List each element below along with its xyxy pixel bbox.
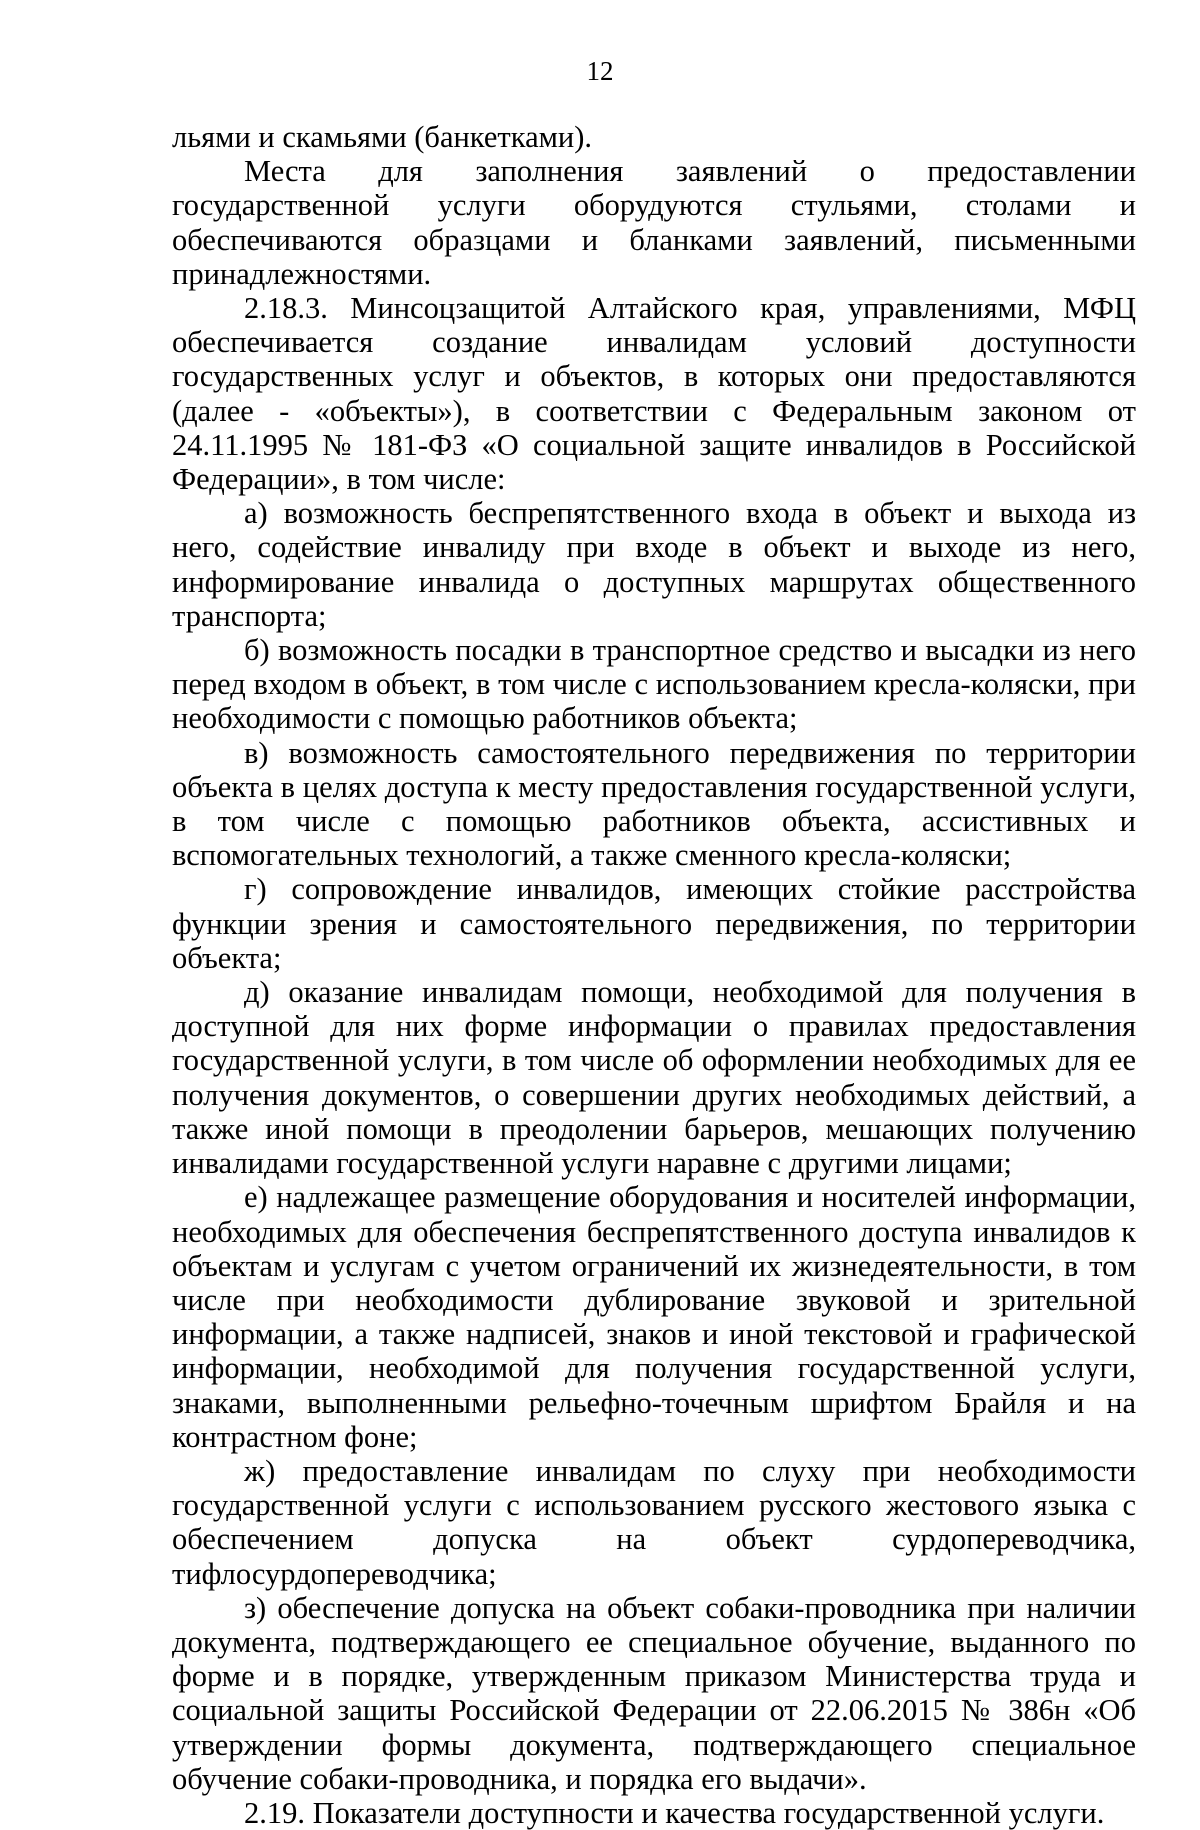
list-item-d: д) оказание инвалидам помощи, необходимой для получения в доступной для них форме информации о правилах предоставления государственной услуги, в том числе об оформлении необходимых для ее получения документов, о совершении других необходимых действий, а также иной помощи в преодолении барьеров, мешающих получению инвалидами государственной услуги наравне с другими лицами; xyxy=(172,975,1136,1181)
paragraph-2-18-3: 2.18.3. Минсоцзащитой Алтайского края, управлениями, МФЦ обеспечивается создание инвалидам условий доступности государственных услуг и объектов, в которых они предоставляются (далее - «объекты»), в соответствии с Федеральным законом от 24.11.1995 № 181-ФЗ «О социальной защите инвалидов в Российской Федерации», в том числе: xyxy=(172,291,1136,497)
list-item-e: е) надлежащее размещение оборудования и носителей информации, необходимых для обеспечения беспрепятственного доступа инвалидов к объектам и услугам с учетом ограничений их жизнедеятельности, в том числе при необходимости дублирование звуковой и зрительной информации, а также надписей, знаков и иной текстовой и графической информации, необходимой для получения государственной услуги, знаками, выполненными рельефно-точечным шрифтом Брайля и на контрастном фоне; xyxy=(172,1180,1136,1454)
list-item-g: г) сопровождение инвалидов, имеющих стойкие расстройства функции зрения и самостоятельного передвижения, по территории объекта; xyxy=(172,872,1136,975)
list-item-a: а) возможность беспрепятственного входа в объект и выхода из него, содействие инвалиду при входе в объект и выходе из него, информирование инвалида о доступных маршрутах общественного транспорта; xyxy=(172,496,1136,633)
paragraph-2-19: 2.19. Показатели доступности и качества государственной услуги. xyxy=(244,1795,1105,1830)
document-body xyxy=(172,120,1136,1830)
list-item-zh: ж) предоставление инвалидам по слуху при необходимости государственной услуги с использованием русского жестового языка с обеспечением допуска на объект сурдопереводчика, тифлосурдопереводчика; xyxy=(172,1453,1136,1591)
list-item-b: б) возможность посадки в транспортное средство и высадки из него перед входом в объект, в том числе с использованием кресла-коляски, при необходимости с помощью работников объекта; xyxy=(172,633,1136,736)
list-item-v: в) возможность самостоятельного передвижения по территории объекта в целях доступа к месту предоставления государственной услуги, в том числе с помощью работников объекта, ассистивных и вспомогательных технологий, а также сменного кресла-коляски; xyxy=(172,735,1136,873)
list-item-z: з) обеспечение допуска на объект собаки-проводника при наличии документа, подтверждающего ее специальное обучение, выданного по форме и в порядке, утвержденным приказом Министерства труда и социальной защиты Российской Федерации от 22.06.2015 № 386н «Об утверждении формы документа, подтверждающего специальное обучение собаки-проводника, и порядка его выдачи». xyxy=(172,1590,1136,1796)
paragraph-application-places: Места для заполнения заявлений о предоставлении государственной услуги оборудуются стульями, столами и обеспечиваются образцами и бланками заявлений, письменными принадлежностями. xyxy=(172,154,1136,291)
paragraph-continuation: льями и скамьями (банкетками). xyxy=(172,120,593,154)
page-number: 12 xyxy=(586,56,614,86)
